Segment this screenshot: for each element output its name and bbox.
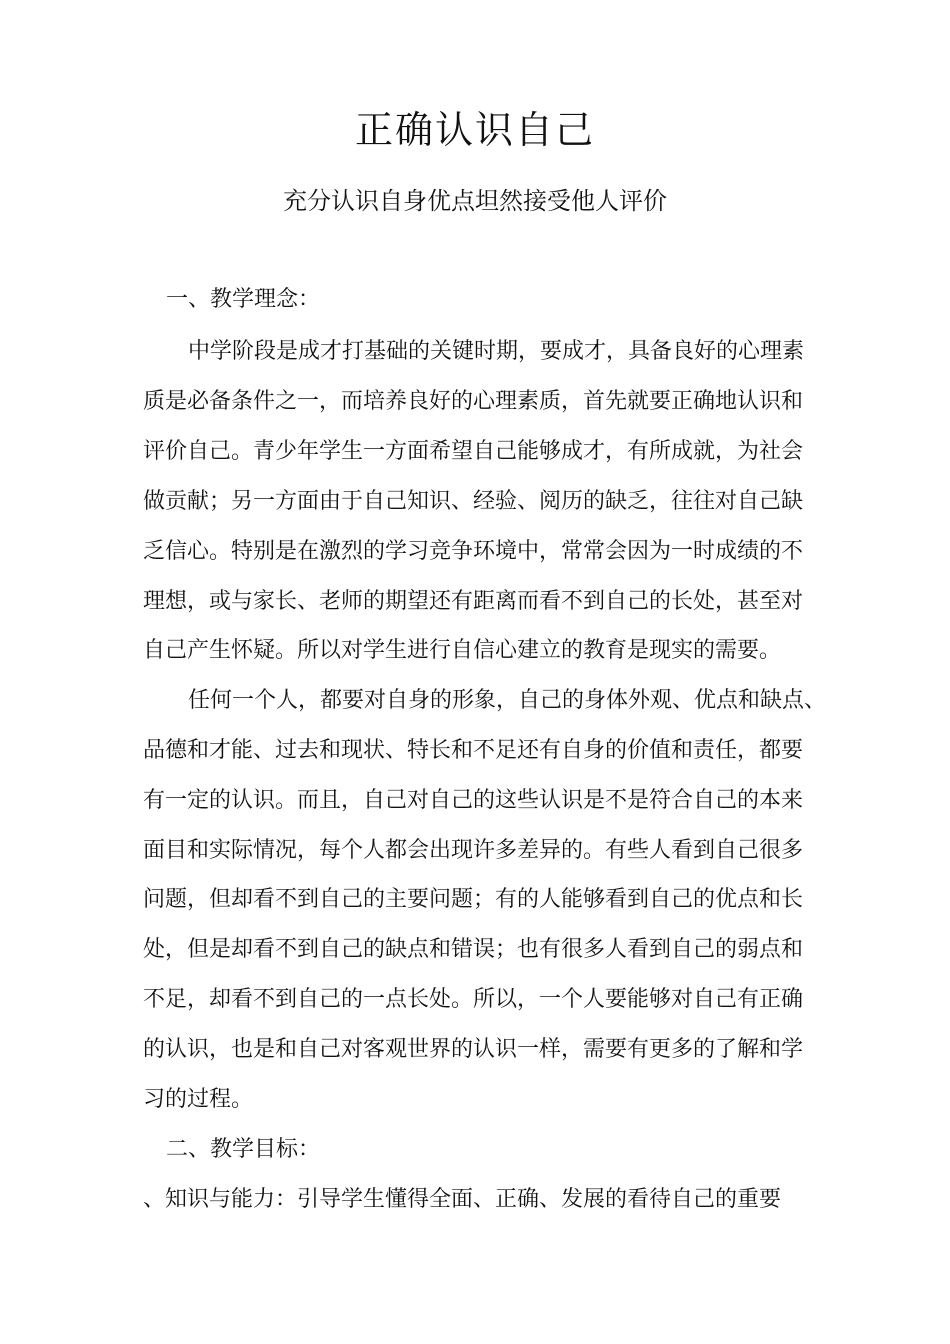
paragraph-line: 理想，或与家长、老师的期望还有距离而看不到自己的长处，甚至对 [143,589,804,614]
section-heading-teaching-goals: 二、教学目标： [166,1137,321,1162]
paragraph-line: 品德和才能、过去和现状、特长和不足还有自身的价值和责任，都要 [143,738,804,763]
paragraph-line: 习的过程。 [143,1087,254,1112]
goal-item: 、知识与能力：引导学生懂得全面、正确、发展的看待自己的重要 [143,1187,782,1212]
paragraph-line: 中学阶段是成才打基础的关键时期，要成才，具备良好的心理素 [188,339,805,364]
document-subtitle: 充分认识自身优点坦然接受他人评价 [283,187,667,215]
paragraph-line: 问题，但却看不到自己的主要问题；有的人能够看到自己的优点和长 [143,887,804,912]
paragraph-line: 质是必备条件之一，而培养良好的心理素质，首先就要正确地认识和 [143,389,804,414]
document-title: 正确认识自己 [354,108,595,152]
paragraph-line: 评价自己。青少年学生一方面希望自己能够成才，有所成就，为社会 [143,439,804,464]
paragraph-line: 有一定的认识。而且，自己对自己的这些认识是不是符合自己的本来 [143,788,804,813]
paragraph-line: 的认识，也是和自己对客观世界的认识一样，需要有更多的了解和学 [143,1037,804,1062]
section-heading-teaching-philosophy: 一、教学理念： [166,287,321,312]
paragraph-line: 做贡献；另一方面由于自己知识、经验、阅历的缺乏，往往对自己缺 [143,489,804,514]
paragraph-line: 面目和实际情况，每个人都会出现许多差异的。有些人看到自己很多 [143,838,804,863]
paragraph-line: 处，但是却看不到自己的缺点和错误；也有很多人看到自己的弱点和 [143,937,804,962]
paragraph-line: 乏信心。特别是在激烈的学习竞争环境中，常常会因为一时成绩的不 [143,539,804,564]
paragraph-line: 自己产生怀疑。所以对学生进行自信心建立的教育是现实的需要。 [143,638,782,663]
paragraph-line: 不足，却看不到自己的一点长处。所以，一个人要能够对自己有正确 [143,987,804,1012]
paragraph-line: 任何一个人，都要对自身的形象，自己的身体外观、优点和缺点、 [188,688,827,713]
